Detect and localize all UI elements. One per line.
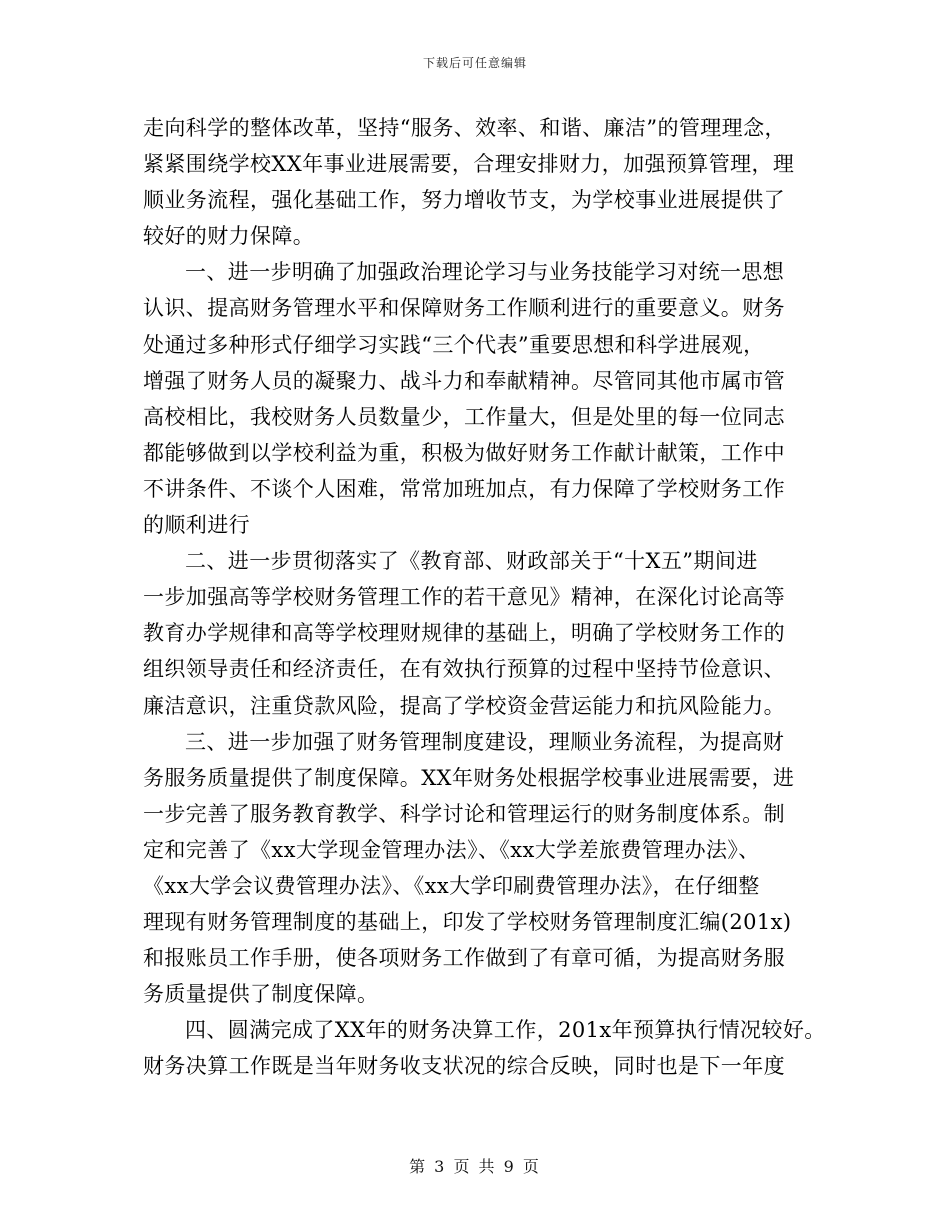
page-footer: 第 3 页 共 9 页 (409, 1157, 541, 1176)
text-line: 教育办学规律和高等学校理财规律的基础上，明确了学校财务工作的 (143, 621, 785, 646)
text-line: 较好的财力保障。 (143, 224, 315, 249)
text-line: 都能够做到以学校利益为重，积极为做好财务工作献计献策，工作中 (143, 440, 785, 465)
text-line: 廉洁意识，注重贷款风险，提高了学校资金营运能力和抗风险能力。 (143, 693, 785, 718)
text-line: 和报账员工作手册，使各项财务工作做到了有章可循，为提高财务服 (143, 946, 785, 971)
text-line: 务服务质量提供了制度保障。XX年财务处根据学校事业进展需要，进 (143, 765, 795, 790)
text-line: 的顺利进行 (143, 513, 250, 538)
text-line: 理现有财务管理制度的基础上，印发了学校财务管理制度汇编(201x) (143, 910, 792, 935)
text-line: 高校相比，我校财务人员数量少，工作量大，但是处里的每一位同志 (143, 404, 785, 429)
text-line: 一、进一步明确了加强政治理论学习与业务技能学习对统一思想 (185, 260, 785, 285)
text-line: 处通过多种形式仔细学习实践“三个代表”重要思想和科学进展观， (143, 332, 765, 357)
text-line: 定和完善了《xx大学现金管理办法》、《xx大学差旅费管理办法》、 (143, 837, 760, 862)
page-header: 下载后可任意编辑 (422, 56, 527, 70)
text-line: 三、进一步加强了财务管理制度建设，理顺业务流程，为提高财 (185, 729, 785, 754)
text-line: 二、进一步贯彻落实了《教育部、财政部关于“十X五”期间进 (185, 549, 758, 574)
text-line: 顺业务流程，强化基础工作，努力增收节支，为学校事业进展提供了 (143, 188, 785, 213)
text-line: 紧紧围绕学校XX年事业进展需要，合理安排财力，加强预算管理，理 (143, 152, 795, 177)
text-line: 增强了财务人员的凝聚力、战斗力和奉献精神。尽管同其他市属市管 (143, 368, 785, 393)
text-line: 务质量提供了制度保障。 (143, 982, 379, 1007)
text-line: 走向科学的整体改革，坚持“服务、效率、和谐、廉洁”的管理理念， (143, 116, 786, 140)
document-body (143, 110, 833, 1085)
text-line: 财务决算工作既是当年财务收支状况的综合反映，同时也是下一年度 (143, 1054, 785, 1079)
text-line: 一步加强高等学校财务管理工作的若干意见》精神，在深化讨论高等 (143, 585, 785, 610)
text-line: 组织领导责任和经济责任，在有效执行预算的过程中坚持节俭意识、 (143, 657, 785, 682)
text-line: 四、圆满完成了XX年的财务决算工作，201x年预算执行情况较好。 (185, 1018, 826, 1043)
text-line: 不讲条件、不谈个人困难，常常加班加点，有力保障了学校财务工作 (143, 476, 785, 501)
text-line: 一步完善了服务教育教学、科学讨论和管理运行的财务制度体系。制 (143, 801, 785, 826)
text-line: 《xx大学会议费管理办法》、《xx大学印刷费管理办法》，在仔细整 (143, 873, 760, 898)
text-line: 认识、提高财务管理水平和保障财务工作顺利进行的重要意义。财务 (143, 296, 785, 321)
